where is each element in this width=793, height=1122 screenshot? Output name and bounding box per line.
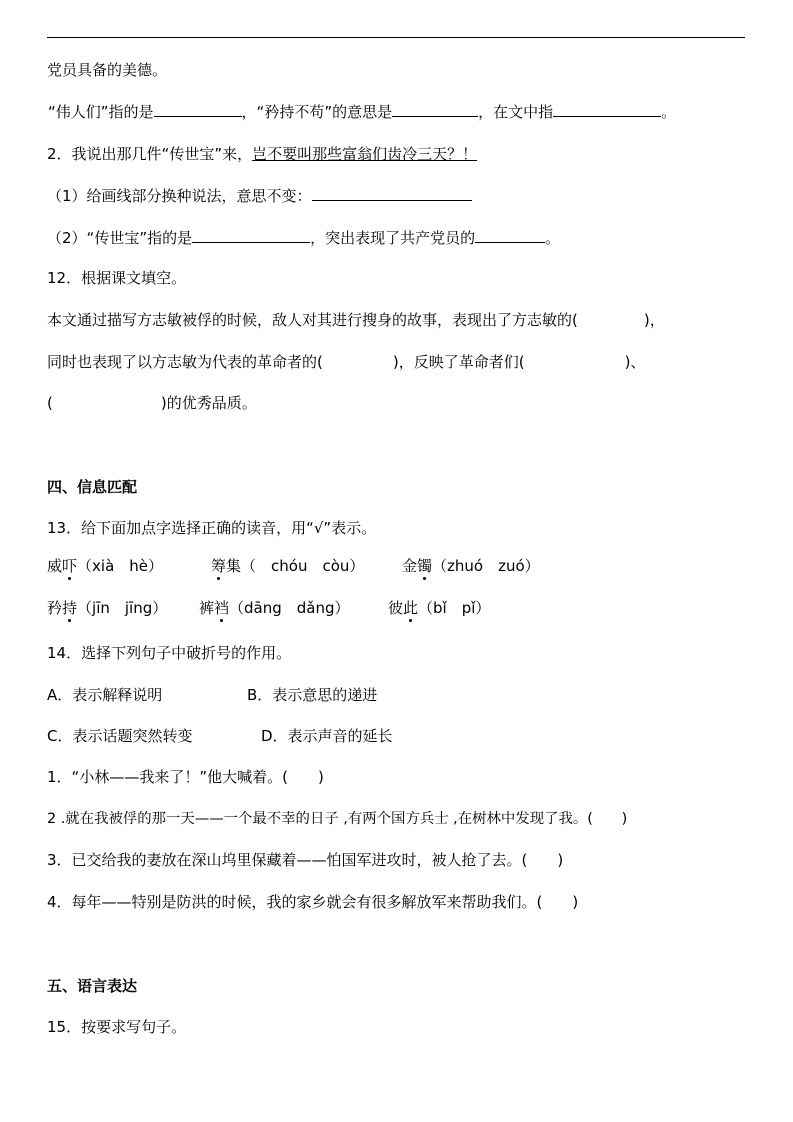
dotted-char: 镯 <box>417 557 433 575</box>
q12-line1-text-a: 本文通过描写方志敏被俘的时候，敌人对其进行搜身的故事，表现出了方志敏的( <box>47 311 578 329</box>
pinyin-item[interactable] <box>47 556 163 576</box>
question-12-line2 <box>47 352 645 372</box>
question-12-title: 12．根据课文填空。 <box>47 269 187 287</box>
option-c: C．表示话题突然转变 <box>47 727 193 745</box>
dotted-char: 吓 <box>62 557 78 575</box>
pinyin-item[interactable] <box>47 598 167 618</box>
answer-blank[interactable] <box>553 101 661 117</box>
answer-blank[interactable] <box>154 101 242 117</box>
option-a: A．表示解释说明 <box>47 686 163 704</box>
q2-sub1-text: （1）给画线部分换种说法，意思不变： <box>47 187 312 205</box>
option-d: D．表示声音的延长 <box>261 727 393 745</box>
qa-text-2: ，“矜持不苟”的意思是 <box>241 103 393 121</box>
item-char: 彼 <box>388 599 404 617</box>
section-5-heading: 五、语言表达 <box>47 977 138 995</box>
pinyin-item[interactable] <box>211 556 364 576</box>
pinyin-options: （zhuó zuó） <box>432 557 540 575</box>
qa-text-1: “伟人们”指的是 <box>48 103 154 121</box>
pinyin-options: （jīn jīng） <box>77 599 168 617</box>
item-char: 威 <box>47 557 63 575</box>
dotted-char: 筹 <box>211 557 227 575</box>
continuation-text: 党员具备的美德。 <box>47 61 168 79</box>
item-char: 裤 <box>199 599 215 617</box>
q12-line1-text-b: )， <box>643 311 665 329</box>
pinyin-item[interactable] <box>402 556 540 576</box>
answer-blank[interactable] <box>192 227 310 243</box>
pinyin-options: （bǐ pǐ） <box>418 599 491 617</box>
dotted-char: 裆 <box>214 599 230 617</box>
item-char: 矜 <box>47 599 63 617</box>
q12-line2-text-c: )、 <box>624 353 646 371</box>
question-15-title: 15．按要求写句子。 <box>47 1018 187 1036</box>
pinyin-options: 集（ chóu còu） <box>226 557 365 575</box>
qa-text-4: 。 <box>661 103 677 121</box>
pinyin-options: （xià hè） <box>77 557 164 575</box>
qa-text-3: ，在文中指 <box>478 103 554 121</box>
q12-line2-text-a: 同时也表现了以方志敏为代表的革命者的( <box>47 353 323 371</box>
q2-lead: 2．我说出那几件“传世宝”来， <box>47 145 253 163</box>
q2-sub2-text-a: （2）“传世宝”指的是 <box>47 229 193 247</box>
sentence-2[interactable]: 2 .就在我被俘的那一天——一个最不幸的日子 ,有两个国方兵士 ,在树林中发现了我。( ) <box>47 811 628 827</box>
question-14-title: 14．选择下列句子中破折号的作用。 <box>47 644 292 662</box>
q12-line3-text-b: )的优秀品质。 <box>160 394 257 412</box>
q12-line3-text-a: ( <box>47 394 53 412</box>
pinyin-item[interactable] <box>388 598 490 618</box>
answer-blank[interactable] <box>312 185 472 201</box>
sentence-3[interactable]: 3．已交给我的妻放在深山坞里保藏着——怕国军进攻时，被人抢了去。( ) <box>47 851 564 869</box>
option-b: B．表示意思的递进 <box>247 686 378 704</box>
q12-line2-text-b: )，反映了革命者们( <box>392 353 525 371</box>
dotted-char: 持 <box>62 599 78 617</box>
answer-blank[interactable] <box>392 101 478 117</box>
question-2-sub1 <box>47 185 472 206</box>
question-great-men <box>48 101 676 122</box>
q2-sub2-text-c: 。 <box>545 229 561 247</box>
dotted-char: 此 <box>403 599 419 617</box>
sentence-1[interactable]: 1．“小林——我来了！”他大喊着。( ) <box>47 768 324 786</box>
answer-blank[interactable] <box>475 227 545 243</box>
question-13-title: 13．给下面加点字选择正确的读音，用“√”表示。 <box>47 519 377 537</box>
sentence-4[interactable]: 4．每年——特别是防洪的时候，我的家乡就会有很多解放军来帮助我们。( ) <box>47 893 579 911</box>
section-4-heading: 四、信息匹配 <box>47 478 138 496</box>
pinyin-options: （dāng dǎng） <box>229 599 350 617</box>
q2-underlined-phrase: 岂不要叫那些富翁们齿冷三天？！ <box>252 145 478 163</box>
q2-sub2-text-b: ，突出表现了共产党员的 <box>310 229 476 247</box>
question-2-sub2 <box>47 227 560 248</box>
item-char: 金 <box>402 557 418 575</box>
question-12-line3 <box>47 393 257 413</box>
question-12-line1 <box>47 310 665 330</box>
top-rule <box>47 37 745 38</box>
question-2 <box>47 144 477 164</box>
pinyin-item[interactable] <box>199 598 350 618</box>
